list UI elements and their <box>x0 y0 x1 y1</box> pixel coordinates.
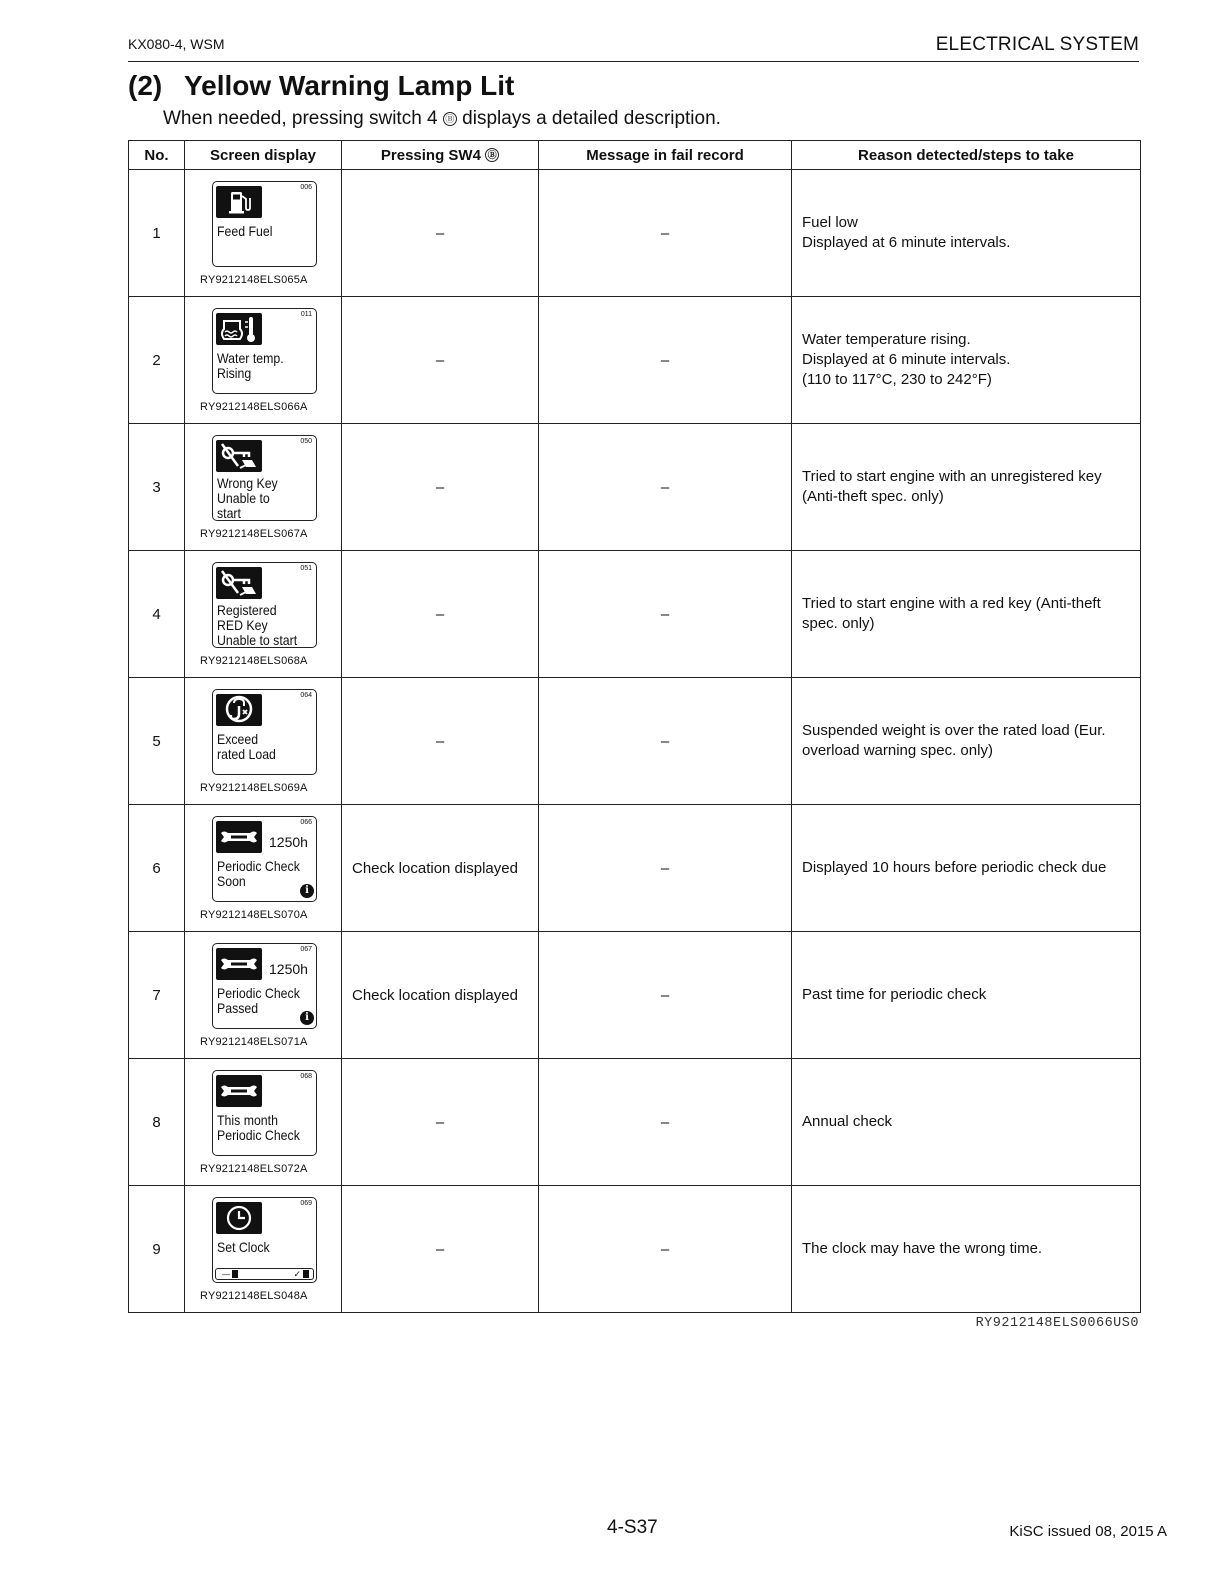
lcd-screen <box>212 435 317 521</box>
row-number: 5 <box>129 678 185 805</box>
screen-display-cell <box>185 170 342 297</box>
reason-line: overload warning spec. only) <box>802 742 993 759</box>
lcd-screen <box>212 308 317 394</box>
switch-b-symbol: Ⓑ <box>485 148 499 162</box>
reason-line: Suspended weight is over the rated load (Eur. <box>802 722 1106 739</box>
screen-message-line: Rising <box>217 365 252 381</box>
screen-message-line: start <box>217 505 241 521</box>
sw4-cell: – <box>342 170 539 297</box>
water-temperature-icon <box>216 313 262 345</box>
sw4-cell: Check location displayed <box>342 805 539 932</box>
col-message: Message in fail record <box>539 141 792 170</box>
table-row <box>129 551 1141 678</box>
col-no: No. <box>129 141 185 170</box>
screen-message-line: Periodic Check <box>217 1127 300 1143</box>
lcd-screen <box>212 181 317 267</box>
reason-line: spec. only) <box>802 615 875 632</box>
screen-display-cell <box>185 678 342 805</box>
table-row <box>129 678 1141 805</box>
table-row <box>129 297 1141 424</box>
col-sw4: Pressing SW4 Ⓑ <box>342 141 539 170</box>
fail-record-cell: – <box>539 805 792 932</box>
reason-cell <box>792 805 1141 932</box>
screen-message-line: Periodic Check <box>217 985 300 1001</box>
section-intro <box>163 108 721 130</box>
screen-message <box>217 476 318 521</box>
screen-code: 069 <box>300 1200 312 1207</box>
reason-line: Annual check <box>802 1113 893 1130</box>
reason-line: Tried to start engine with an unregistered key <box>802 468 1102 485</box>
screen-message-line: Water temp. <box>217 350 284 366</box>
reason-line: (110 to 117°C, 230 to 242°F) <box>802 371 992 388</box>
key-blocked-icon <box>216 440 262 472</box>
table-row <box>129 424 1141 551</box>
col-reason: Reason detected/steps to take <box>792 141 1141 170</box>
header-model: KX080-4, WSM <box>128 36 225 52</box>
row-number: 3 <box>129 424 185 551</box>
screen-message-line: Soon <box>217 873 246 889</box>
screen-code: 006 <box>300 184 312 191</box>
reason-cell <box>792 932 1141 1059</box>
info-icon: i <box>300 884 314 898</box>
lcd-screen <box>212 816 317 902</box>
figure-id: RY9212148ELS068A <box>200 655 308 667</box>
screen-message-line: Periodic Check <box>217 858 300 874</box>
figure-id: RY9212148ELS067A <box>200 528 308 540</box>
clock-icon <box>216 1202 262 1234</box>
header-divider <box>128 61 1139 62</box>
screen-message-line: Feed Fuel <box>217 223 273 239</box>
figure-id: RY9212148ELS048A <box>200 1290 308 1302</box>
issue-info: KiSC issued 08, 2015 A <box>1009 1523 1167 1540</box>
fail-record-cell: – <box>539 170 792 297</box>
reason-line: Water temperature rising. <box>802 331 971 348</box>
table-row <box>129 1186 1141 1313</box>
row-number: 7 <box>129 932 185 1059</box>
reason-line: Past time for periodic check <box>802 986 987 1003</box>
table-row <box>129 170 1141 297</box>
screen-display-cell <box>185 932 342 1059</box>
sw4-cell: Check location displayed <box>342 932 539 1059</box>
table-row <box>129 932 1141 1059</box>
screen-hours: 1250h <box>269 961 308 977</box>
row-number: 6 <box>129 805 185 932</box>
screen-message-line: rated Load <box>217 746 276 762</box>
info-icon: i <box>300 1011 314 1025</box>
reason-cell <box>792 1059 1141 1186</box>
figure-id: RY9212148ELS070A <box>200 909 308 921</box>
lcd-screen <box>212 1070 317 1156</box>
figure-id: RY9212148ELS069A <box>200 782 308 794</box>
screen-code: 068 <box>300 1073 312 1080</box>
lcd-screen <box>212 562 317 648</box>
screen-message-line: RED Key <box>217 617 268 633</box>
reason-cell <box>792 170 1141 297</box>
fail-record-cell: – <box>539 678 792 805</box>
wrench-icon <box>216 948 262 980</box>
reason-cell <box>792 297 1141 424</box>
reason-line: Displayed at 6 minute intervals. <box>802 351 1011 368</box>
figure-id: RY9212148ELS066A <box>200 401 308 413</box>
reason-line: Fuel low <box>802 214 858 231</box>
screen-code: 066 <box>300 819 312 826</box>
col-screen: Screen display <box>185 141 342 170</box>
wrench-icon <box>216 1075 262 1107</box>
header-section: ELECTRICAL SYSTEM <box>935 34 1139 55</box>
screen-display-cell <box>185 1186 342 1313</box>
intro-text: When needed, pressing switch 4 <box>163 108 443 129</box>
screen-code: 067 <box>300 946 312 953</box>
screen-message <box>217 732 318 762</box>
reason-line: The clock may have the wrong time. <box>802 1240 1043 1257</box>
lcd-screen <box>212 689 317 775</box>
row-number: 4 <box>129 551 185 678</box>
fuel-pump-icon <box>216 186 262 218</box>
screen-message-line: Passed <box>217 1000 259 1016</box>
document-reference: RY9212148ELS0066US0 <box>975 1316 1139 1331</box>
key-guide-right: ✓ <box>293 1269 309 1280</box>
screen-message <box>217 1113 318 1143</box>
reason-cell <box>792 551 1141 678</box>
intro-text-end: displays a detailed description. <box>456 108 721 129</box>
screen-message <box>217 224 318 239</box>
screen-display-cell <box>185 424 342 551</box>
sw4-cell: – <box>342 297 539 424</box>
sw4-cell: – <box>342 678 539 805</box>
screen-code: 011 <box>300 311 312 318</box>
wrench-icon <box>216 821 262 853</box>
screen-display-cell <box>185 297 342 424</box>
reason-line: Displayed 10 hours before periodic check due <box>802 859 1107 876</box>
reason-line: Displayed at 6 minute intervals. <box>802 234 1011 251</box>
figure-id: RY9212148ELS065A <box>200 274 308 286</box>
sw4-cell: – <box>342 551 539 678</box>
fail-record-cell: – <box>539 1059 792 1186</box>
screen-display-cell <box>185 805 342 932</box>
sw4-cell: – <box>342 424 539 551</box>
screen-message-line: Exceed <box>217 731 259 747</box>
screen-message <box>217 1240 318 1255</box>
fail-record-cell: – <box>539 297 792 424</box>
screen-code: 051 <box>300 565 312 572</box>
section-number: (2) <box>128 70 163 101</box>
screen-message-line: Set Clock <box>217 1239 270 1255</box>
fail-record-cell: – <box>539 932 792 1059</box>
reason-line: (Anti-theft spec. only) <box>802 488 944 505</box>
key-guide <box>215 1268 314 1280</box>
figure-id: RY9212148ELS072A <box>200 1163 308 1175</box>
fail-record-cell: – <box>539 1186 792 1313</box>
lcd-screen <box>212 943 317 1029</box>
overload-hook-icon <box>216 694 262 726</box>
screen-message <box>217 603 318 648</box>
fail-record-cell: – <box>539 424 792 551</box>
screen-message-line: Wrong Key <box>217 475 278 491</box>
row-number: 9 <box>129 1186 185 1313</box>
screen-code: 050 <box>300 438 312 445</box>
key-blocked-icon <box>216 567 262 599</box>
page-number: 4-S37 <box>607 1517 658 1538</box>
sw4-cell: – <box>342 1186 539 1313</box>
fail-record-cell: – <box>539 551 792 678</box>
section-title-text: Yellow Warning Lamp Lit <box>184 70 515 101</box>
screen-display-cell <box>185 551 342 678</box>
screen-message-line: Registered <box>217 602 277 618</box>
section-title <box>128 70 514 102</box>
screen-display-cell <box>185 1059 342 1186</box>
warning-table <box>128 140 1141 1313</box>
lcd-screen <box>212 1197 317 1283</box>
figure-id: RY9212148ELS071A <box>200 1036 308 1048</box>
screen-message-line: This month <box>217 1112 278 1128</box>
row-number: 1 <box>129 170 185 297</box>
reason-cell <box>792 424 1141 551</box>
screen-message <box>217 351 318 381</box>
reason-line: Tried to start engine with a red key (Anti-theft <box>802 595 1101 612</box>
reason-cell <box>792 678 1141 805</box>
screen-message-line: Unable to start <box>217 632 298 648</box>
row-number: 8 <box>129 1059 185 1186</box>
key-guide-left: — <box>222 1270 238 1279</box>
screen-code: 064 <box>300 692 312 699</box>
table-row <box>129 805 1141 932</box>
sw4-cell: – <box>342 1059 539 1186</box>
switch-b-symbol: Ⓑ <box>443 112 457 126</box>
reason-cell <box>792 1186 1141 1313</box>
row-number: 2 <box>129 297 185 424</box>
table-row <box>129 1059 1141 1186</box>
table-header-row <box>129 141 1141 170</box>
screen-hours: 1250h <box>269 834 308 850</box>
screen-message-line: Unable to <box>217 490 270 506</box>
